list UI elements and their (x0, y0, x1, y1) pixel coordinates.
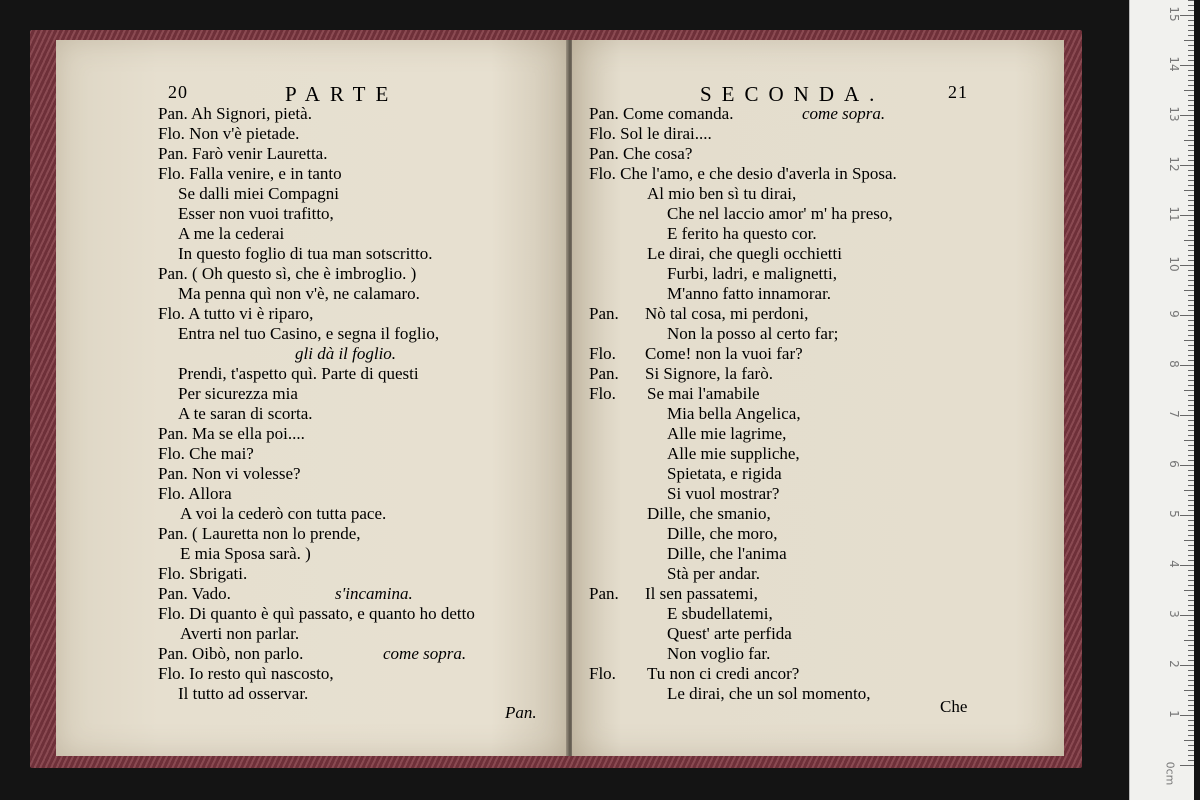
left-text-line: Il tutto ad osservar. (178, 684, 309, 703)
ruler-tick (1188, 350, 1194, 351)
ruler-tick (1188, 160, 1194, 161)
ruler-tick (1188, 380, 1194, 381)
ruler-tick (1188, 635, 1194, 636)
ruler-tick (1188, 525, 1194, 526)
ruler-number: 3 (1167, 610, 1181, 618)
ruler-tick (1180, 315, 1194, 316)
ruler-tick (1188, 250, 1194, 251)
right-text-line: Flo. (589, 344, 616, 363)
left-text-line: Pan. Non vi volesse? (158, 464, 301, 483)
ruler-tick (1188, 70, 1194, 71)
right-text-line: Dille, che l'anima (667, 544, 787, 563)
right-text-line: Dille, che moro, (667, 524, 778, 543)
ruler-tick (1184, 190, 1194, 191)
ruler-tick (1188, 280, 1194, 281)
ruler-tick (1180, 115, 1194, 116)
ruler-tick (1180, 565, 1194, 566)
ruler-tick (1188, 470, 1194, 471)
ruler-tick (1184, 340, 1194, 341)
ruler-tick (1184, 540, 1194, 541)
ruler-tick (1188, 310, 1194, 311)
ruler-tick (1188, 30, 1194, 31)
ruler-tick (1188, 55, 1194, 56)
left-text-line: Pan. ( Oh questo sì, che è imbroglio. ) (158, 264, 417, 283)
right-text-line: Flo. Sol le dirai.... (589, 124, 712, 143)
left-text-line: Flo. Allora (158, 484, 232, 503)
ruler-tick (1180, 265, 1194, 266)
ruler-tick (1188, 750, 1194, 751)
ruler-tick (1188, 670, 1194, 671)
ruler-tick (1188, 510, 1194, 511)
ruler-tick (1180, 65, 1194, 66)
ruler-tick (1188, 595, 1194, 596)
ruler-tick (1184, 90, 1194, 91)
ruler-tick (1180, 15, 1194, 16)
ruler-tick (1188, 80, 1194, 81)
ruler-tick (1180, 615, 1194, 616)
ruler-tick (1188, 305, 1194, 306)
ruler-tick (1180, 465, 1194, 466)
ruler-tick (1188, 275, 1194, 276)
left-text-line: In questo foglio di tua man sotscritto. (178, 244, 433, 263)
ruler-number: 12 (1167, 156, 1181, 172)
ruler-tick (1180, 665, 1194, 666)
ruler-tick (1188, 335, 1194, 336)
ruler-tick (1188, 450, 1194, 451)
ruler-number: 4 (1167, 560, 1181, 568)
right-text-line: Alle mie suppliche, (667, 444, 800, 463)
ruler-tick (1188, 60, 1194, 61)
left-text-line: Pan. Ah Signori, pietà. (158, 104, 312, 123)
ruler-number: 2 (1167, 660, 1181, 668)
ruler-unit-label: 0cm (1163, 761, 1177, 786)
left-text-line: Flo. Non v'è pietade. (158, 124, 300, 143)
right-text-line: Mia bella Angelica, (667, 404, 801, 423)
ruler-tick (1184, 690, 1194, 691)
ruler-tick (1188, 320, 1194, 321)
left-text-line: Pan. Vado. (158, 584, 231, 603)
ruler-tick (1188, 410, 1194, 411)
ruler-tick (1188, 430, 1194, 431)
ruler-tick (1188, 385, 1194, 386)
ruler-tick (1188, 225, 1194, 226)
ruler-tick (1188, 175, 1194, 176)
right-text-line: Si Signore, la farò. (645, 364, 773, 383)
ruler-tick (1188, 295, 1194, 296)
ruler-tick (1188, 10, 1194, 11)
ruler-tick (1188, 395, 1194, 396)
ruler-tick (1188, 235, 1194, 236)
ruler-tick (1188, 270, 1194, 271)
ruler-tick (1188, 260, 1194, 261)
ruler-tick (1188, 710, 1194, 711)
ruler-tick (1188, 130, 1194, 131)
ruler-tick (1188, 500, 1194, 501)
ruler-tick (1188, 120, 1194, 121)
ruler-tick (1188, 675, 1194, 676)
right-text-line: Se mai l'amabile (647, 384, 760, 403)
ruler-tick (1180, 365, 1194, 366)
ruler-tick (1188, 5, 1194, 6)
ruler-tick (1188, 730, 1194, 731)
ruler-tick (1184, 140, 1194, 141)
ruler-tick (1188, 625, 1194, 626)
left-text-line: Pan. Ma se ella poi.... (158, 424, 305, 443)
ruler-tick (1180, 415, 1194, 416)
right-text-line: Flo. (589, 664, 616, 683)
ruler-number: 5 (1167, 510, 1181, 518)
ruler-tick (1188, 530, 1194, 531)
ruler-tick (1188, 445, 1194, 446)
ruler-tick (1184, 240, 1194, 241)
right-text-line: Le dirai, che un sol momento, (667, 684, 871, 703)
ruler-tick (1188, 325, 1194, 326)
ruler-tick (1188, 95, 1194, 96)
right-text-line: Le dirai, che quegli occhietti (647, 244, 842, 263)
ruler-tick (1188, 230, 1194, 231)
ruler-tick (1184, 440, 1194, 441)
ruler-tick (1188, 345, 1194, 346)
right-text-line: Furbi, ladri, e malignetti, (667, 264, 837, 283)
left-text-line: Pan. Oibò, non parlo. (158, 644, 304, 663)
ruler-tick (1184, 740, 1194, 741)
ruler-tick (1188, 485, 1194, 486)
ruler-tick (1188, 620, 1194, 621)
ruler-tick (1188, 545, 1194, 546)
ruler-tick (1188, 600, 1194, 601)
left-text-line: Flo. Che mai? (158, 444, 254, 463)
ruler-tick (1184, 640, 1194, 641)
ruler-tick (1188, 355, 1194, 356)
ruler-tick (1180, 715, 1194, 716)
left-text-line: s'incamina. (335, 584, 413, 603)
ruler-tick (1188, 755, 1194, 756)
ruler-number: 14 (1167, 56, 1181, 72)
ruler-tick (1188, 550, 1194, 551)
ruler-tick (1188, 300, 1194, 301)
right-text-line: Pan. Come comanda. (589, 104, 734, 123)
ruler-tick (1188, 580, 1194, 581)
ruler-number: 15 (1167, 6, 1181, 22)
ruler-tick (1188, 180, 1194, 181)
right-text-line: Flo. (589, 384, 616, 403)
left-text-line: Se dalli miei Compagni (178, 184, 340, 203)
ruler-tick (1180, 215, 1194, 216)
ruler-tick (1188, 660, 1194, 661)
right-text-line: Spietata, e rigida (667, 464, 782, 483)
ruler-tick (1188, 205, 1194, 206)
ruler-tick (1180, 165, 1194, 166)
right-text-line: Pan. (589, 364, 619, 383)
ruler-tick (1184, 590, 1194, 591)
left-text-line: A te saran di scorta. (178, 404, 313, 423)
ruler-tick (1188, 200, 1194, 201)
ruler-tick (1188, 435, 1194, 436)
ruler-tick (1188, 725, 1194, 726)
ruler-tick (1188, 505, 1194, 506)
right-text-line: Pan. Che cosa? (589, 144, 693, 163)
right-text-line: Il sen passatemi, (645, 584, 758, 603)
ruler-tick (1188, 105, 1194, 106)
right-text-line: Flo. Che l'amo, e che desio d'averla in Sposa. (589, 164, 897, 183)
left-text-line: Flo. Sbrigati. (158, 564, 248, 583)
left-text-line: gli dà il foglio. (295, 344, 397, 363)
left-text-line: A voi la cederò con tutta pace. (180, 504, 387, 523)
ruler-number: 6 (1167, 460, 1181, 468)
ruler-tick (1188, 695, 1194, 696)
ruler-tick (1188, 400, 1194, 401)
left-text-line: Flo. Io resto quì nascosto, (158, 664, 334, 683)
ruler-number: 7 (1167, 410, 1181, 418)
ruler-tick (1188, 405, 1194, 406)
right-text-line: E sbudellatemi, (667, 604, 773, 623)
ruler-tick (1188, 195, 1194, 196)
ruler-tick (1188, 330, 1194, 331)
ruler-tick (1188, 520, 1194, 521)
ruler-tick (1188, 170, 1194, 171)
ruler-tick (1188, 650, 1194, 651)
ruler-number: 8 (1167, 360, 1181, 368)
ruler-tick (1188, 185, 1194, 186)
ruler-number: 9 (1167, 310, 1181, 318)
ruler-tick (1188, 0, 1194, 1)
left-text-line: Pan. Farò venir Lauretta. (158, 144, 328, 163)
ruler-tick (1188, 610, 1194, 611)
ruler-tick (1188, 655, 1194, 656)
ruler-tick (1188, 585, 1194, 586)
left-text-line: Esser non vuoi trafitto, (178, 204, 334, 223)
ruler-tick (1188, 75, 1194, 76)
ruler-tick (1188, 760, 1194, 761)
ruler-tick (1188, 210, 1194, 211)
ruler-number: 1 (1167, 710, 1181, 718)
left-running-head: PARTE (285, 82, 399, 106)
right-text-line: Dille, che smanio, (647, 504, 771, 523)
right-text-line: Si vuol mostrar? (667, 484, 780, 503)
right-page-number: 21 (948, 82, 968, 102)
right-text-line: Non la posso al certo far; (667, 324, 839, 343)
ruler-tick (1188, 705, 1194, 706)
right-text-line: Pan. (589, 584, 619, 603)
right-text-line: Non voglio far. (667, 644, 771, 663)
ruler-tick (1188, 135, 1194, 136)
left-text-line: Pan. (505, 703, 537, 722)
ruler-tick (1188, 535, 1194, 536)
right-text-line: Quest' arte perfida (667, 624, 792, 643)
ruler-tick (1188, 460, 1194, 461)
ruler-tick (1188, 495, 1194, 496)
right-text-line: Stà per andar. (667, 564, 760, 583)
ruler-tick (1188, 370, 1194, 371)
left-text-line: Prendi, t'aspetto quì. Parte di questi (178, 364, 419, 383)
ruler-tick (1188, 685, 1194, 686)
right-text-line: Alle mie lagrime, (667, 424, 787, 443)
left-text-line: come sopra. (383, 644, 467, 663)
ruler-tick (1188, 375, 1194, 376)
ruler-number: 13 (1167, 106, 1181, 122)
left-text-line: E mia Sposa sarà. ) (180, 544, 311, 563)
ruler-tick (1188, 555, 1194, 556)
ruler-tick (1188, 475, 1194, 476)
left-text-line: Flo. A tutto vi è riparo, (158, 304, 314, 323)
ruler-tick (1184, 390, 1194, 391)
ruler-tick (1188, 560, 1194, 561)
ruler-tick (1188, 25, 1194, 26)
ruler-tick (1188, 245, 1194, 246)
right-text-line: Al mio ben sì tu dirai, (647, 184, 797, 203)
right-text-line: come sopra. (802, 104, 886, 123)
ruler-tick (1188, 220, 1194, 221)
left-text-line: Pan. ( Lauretta non lo prende, (158, 524, 361, 543)
right-running-head: SECONDA. (700, 82, 885, 106)
ruler-tick (1188, 35, 1194, 36)
right-text-line: E ferito ha questo cor. (667, 224, 817, 243)
ruler-tick (1188, 150, 1194, 151)
ruler-tick (1184, 40, 1194, 41)
ruler-tick (1188, 700, 1194, 701)
measurement-ruler (1129, 0, 1194, 800)
right-text-line: Che (940, 697, 968, 716)
ruler-tick (1188, 45, 1194, 46)
ruler-tick (1188, 100, 1194, 101)
ruler-tick (1180, 515, 1194, 516)
left-text-line: Averti non parlar. (180, 624, 300, 643)
ruler-tick (1188, 455, 1194, 456)
ruler-tick (1188, 575, 1194, 576)
ruler-tick (1188, 125, 1194, 126)
ruler-tick (1188, 680, 1194, 681)
left-text-line: Entra nel tuo Casino, e segna il foglio, (178, 324, 440, 343)
right-text-line: Tu non ci credi ancor? (647, 664, 800, 683)
ruler-tick (1188, 605, 1194, 606)
ruler-number: 10 (1167, 256, 1181, 272)
ruler-tick (1188, 85, 1194, 86)
ruler-tick (1188, 255, 1194, 256)
right-text-line: Che nel laccio amor' m' ha preso, (667, 204, 893, 223)
ruler-tick (1188, 745, 1194, 746)
ruler-tick (1188, 630, 1194, 631)
ruler-tick (1188, 570, 1194, 571)
ruler-tick (1188, 420, 1194, 421)
ruler-tick (1188, 720, 1194, 721)
ruler-tick (1188, 110, 1194, 111)
ruler-tick (1188, 360, 1194, 361)
left-text-line: Ma penna quì non v'è, ne calamaro. (178, 284, 420, 303)
left-text-line: A me la cederai (178, 224, 285, 243)
right-text-line: Pan. (589, 304, 619, 323)
ruler-number: 11 (1167, 206, 1181, 222)
left-text-line: Per sicurezza mia (178, 384, 298, 403)
ruler-tick (1188, 480, 1194, 481)
ruler-tick (1180, 765, 1194, 766)
ruler-tick (1188, 425, 1194, 426)
ruler-tick (1188, 50, 1194, 51)
left-text-line: Flo. Di quanto è quì passato, e quanto ho detto (158, 604, 475, 623)
right-text-line: Come! non la vuoi far? (645, 344, 803, 363)
left-page-number: 20 (168, 82, 188, 102)
ruler-tick (1188, 20, 1194, 21)
ruler-tick (1188, 735, 1194, 736)
ruler-tick (1184, 290, 1194, 291)
ruler-tick (1188, 155, 1194, 156)
right-text-line: Nò tal cosa, mi perdoni, (645, 304, 809, 323)
right-text-line: M'anno fatto innamorar. (667, 284, 832, 303)
ruler-tick (1188, 145, 1194, 146)
ruler-tick (1188, 645, 1194, 646)
ruler-tick (1188, 285, 1194, 286)
ruler-tick (1184, 490, 1194, 491)
left-text-line: Flo. Falla venire, e in tanto (158, 164, 342, 183)
